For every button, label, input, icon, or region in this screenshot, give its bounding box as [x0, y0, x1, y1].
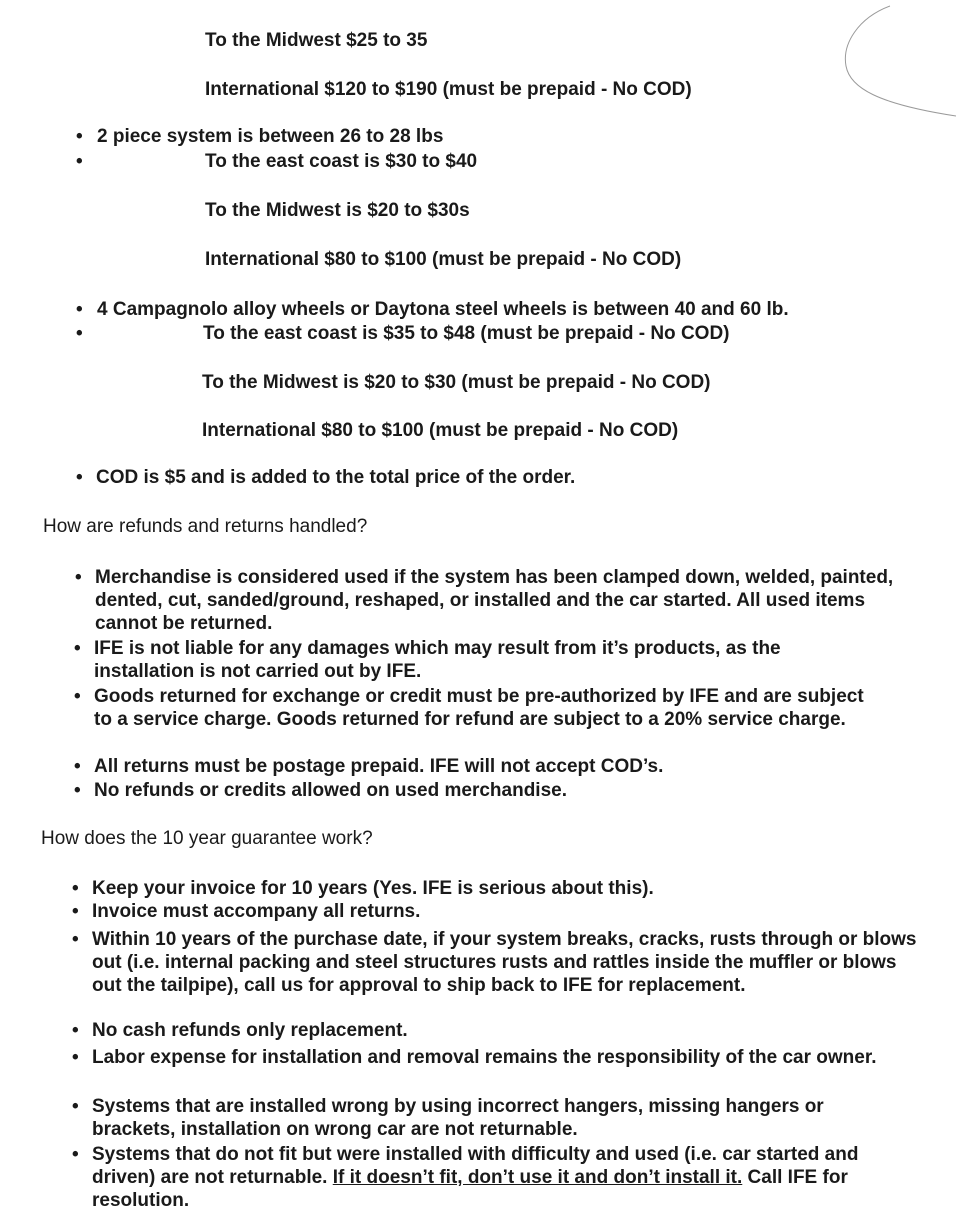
- list-item: [72, 928, 922, 997]
- guarantee-item-text: Within 10 years of the purchase date, if your system breaks, cracks, rusts through or blows out (i.e. internal packing and steel structures rusts and rattles inside the muffler or blows out the tailpipe), call us for approval to ship back to IFE for replacement.: [92, 929, 917, 996]
- list-item: [72, 877, 892, 900]
- list-item: [74, 755, 894, 778]
- refund-item-text: All returns must be postage prepaid. IFE will not accept COD’s.: [94, 756, 664, 777]
- shipping-midwest-line: To the Midwest is $20 to $30 (must be prepaid - No COD): [202, 372, 711, 393]
- bullet-marker: •: [72, 1144, 79, 1165]
- bullet-marker: •: [76, 323, 83, 344]
- shipping-international-line: International $80 to $100 (must be prepaid - No COD): [205, 249, 682, 270]
- bullet-marker: •: [72, 1047, 79, 1068]
- shipping-weight-line: 4 Campagnolo alloy wheels or Daytona steel wheels is between 40 and 60 lb.: [97, 299, 789, 320]
- bullet-marker: •: [75, 567, 82, 588]
- bullet-marker: •: [72, 929, 79, 950]
- list-item: [72, 1046, 902, 1069]
- bullet-marker: •: [72, 1096, 79, 1117]
- list-item: [72, 1019, 892, 1042]
- refund-item-text: No refunds or credits allowed on used merchandise.: [94, 780, 567, 801]
- shipping-international-line: International $120 to $190 (must be prepaid - No COD): [205, 79, 692, 100]
- refund-item-text: IFE is not liable for any damages which may result from it’s products, as the installation is not carried out by IFE.: [94, 638, 781, 682]
- guarantee-item-text-pre: Systems that do not fit but were installed with difficulty and used (i.e. car started and driven) are not returnable.: [92, 1144, 859, 1188]
- shipping-weight-line: 2 piece system is between 26 to 28 lbs: [97, 126, 444, 147]
- bullet-marker: •: [72, 901, 79, 922]
- bullet-marker: •: [72, 1020, 79, 1041]
- guarantee-heading: How does the 10 year guarantee work?: [41, 828, 373, 849]
- bullet-marker: •: [74, 638, 81, 659]
- guarantee-item-underlined: If it doesn’t fit, don’t use it and don’t install it.: [332, 1167, 743, 1188]
- shipping-east-line: To the east coast is $35 to $48 (must be prepaid - No COD): [203, 323, 730, 344]
- guarantee-item-text: No cash refunds only replacement.: [92, 1020, 408, 1041]
- shipping-midwest-line: To the Midwest is $20 to $30s: [205, 200, 470, 221]
- guarantee-item-text: Keep your invoice for 10 years (Yes. IFE is serious about this).: [92, 878, 654, 899]
- guarantee-item-text: Systems that are installed wrong by using incorrect hangers, missing hangers or brackets, installation on wrong car are not returnable.: [92, 1096, 824, 1140]
- list-item: [74, 685, 874, 731]
- list-item: [74, 637, 874, 683]
- bullet-marker: •: [76, 299, 83, 320]
- bullet-marker: •: [74, 780, 81, 801]
- guarantee-item-text: Invoice must accompany all returns.: [92, 901, 421, 922]
- list-item: [72, 900, 892, 923]
- cod-line: COD is $5 and is added to the total price of the order.: [96, 467, 576, 488]
- bullet-marker: •: [74, 686, 81, 707]
- bullet-marker: •: [76, 126, 83, 147]
- refunds-heading: How are refunds and returns handled?: [43, 516, 368, 537]
- shipping-midwest-line: To the Midwest $25 to 35: [205, 30, 428, 51]
- shipping-east-line: To the east coast is $30 to $40: [205, 151, 478, 172]
- bullet-marker: •: [76, 467, 83, 488]
- list-item: [75, 566, 925, 635]
- guarantee-item-text: Labor expense for installation and removal remains the responsibility of the car owner.: [92, 1047, 877, 1068]
- bullet-marker: •: [76, 151, 83, 172]
- scan-artifact-arc: [838, 4, 958, 122]
- list-item: [72, 1143, 922, 1212]
- list-item: [74, 779, 894, 802]
- refund-item-text: Goods returned for exchange or credit must be pre-authorized by IFE and are subject to a service charge. Goods returned for refund are subject to a 20% service charge.: [94, 686, 864, 730]
- shipping-international-line: International $80 to $100 (must be prepaid - No COD): [202, 420, 679, 441]
- guarantee-item-text-post: Call IFE for resolution.: [92, 1167, 848, 1211]
- bullet-marker: •: [72, 878, 79, 899]
- list-item: [72, 1095, 912, 1141]
- refund-item-text: Merchandise is considered used if the system has been clamped down, welded, painted, dented, cut, sanded/ground, reshaped, or installed and the car started. All used items cannot be returned.: [95, 567, 894, 634]
- bullet-marker: •: [74, 756, 81, 777]
